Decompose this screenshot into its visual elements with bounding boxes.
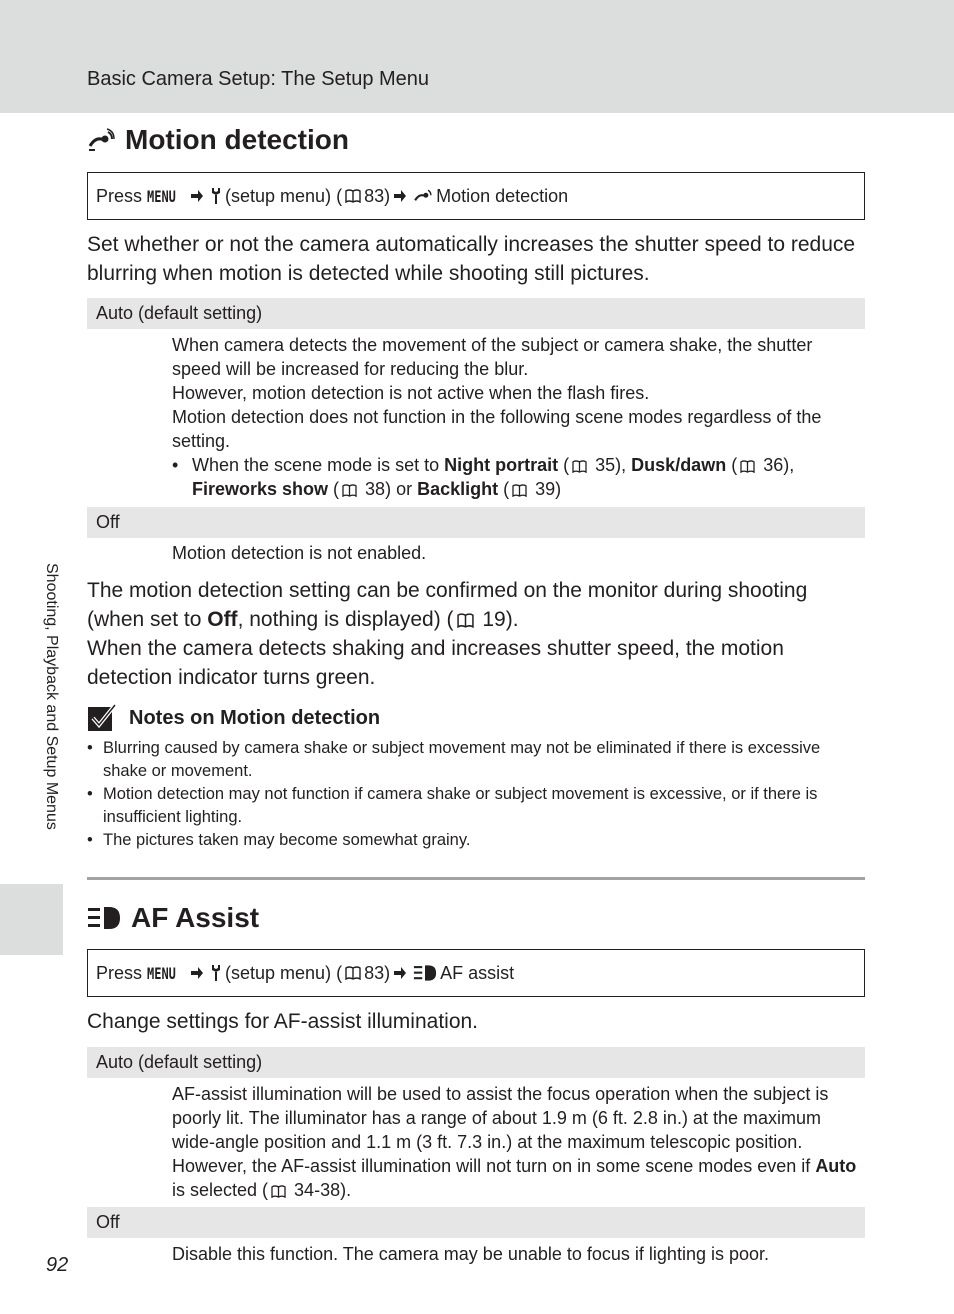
motion-monitor-note [87,576,862,692]
sidebar-label: Shooting, Playback and Setup Menus [43,563,60,830]
desc-line: When camera detects the movement of the subject or camera shake, the shutter speed will be increased for reducing the blur. [172,335,813,379]
path-setup: (setup menu) ( [225,962,343,983]
page-header [0,0,954,113]
desc-line: However, the AF-assist illumination will not turn on in some scene modes even if Auto is selected ( 34-38). [172,1156,857,1200]
page-number: 92 [46,1254,69,1276]
motion-intro-text: Set whether or not the camera automatically increases the shutter speed to reduce blurring when motion is detected while shooting still pictures. [87,233,856,285]
sidebar-tab [0,884,63,955]
af-intro: Change settings for AF-assist illumination. [87,1010,479,1033]
notes-list [87,737,867,852]
path-press: Press [96,185,143,206]
list-item: • Blurring caused by camera shake or subject movement may not be eliminated if there is excessive shake or movement. [87,739,821,780]
af-assist-icon [87,905,121,931]
wrench-icon [210,187,222,205]
monitor-note-text: The motion detection setting can be confirmed on the monitor during shooting (when set to Off, nothing is displayed) ( 19). [87,579,808,631]
book-icon [271,1185,286,1198]
motion-detection-icon [87,126,115,154]
book-icon [512,484,527,497]
menu-button-label: MENU [147,186,176,206]
checkmark-note-icon [87,703,119,733]
bullet-text: When the scene mode is set to Night portrait ( 35), Dusk/dawn ( 36), Fireworks show ( 38) or Backlight ( 39) [192,455,795,499]
arrow-right-icon [190,189,204,203]
wrench-icon [210,964,222,982]
book-icon [345,189,361,203]
motion-title: Motion detection [125,124,349,155]
path-setup: (setup menu) ( [225,185,343,206]
motion-option-off: Off [87,507,865,538]
af-option-off-desc: Disable this function. The camera may be unable to focus if lighting is poor. [172,1244,769,1264]
indicator-note-text: When the camera detects shaking and increases shutter speed, the motion detection indicator turns green. [87,637,784,689]
desc-line: However, motion detection is not active when the flash fires. [172,383,650,403]
list-item: • The pictures taken may become somewhat grainy. [87,831,471,849]
af-menu-path [87,949,865,997]
af-option-off: Off [87,1207,865,1238]
af-assist-icon [413,964,437,982]
book-icon [345,966,361,980]
af-option-auto-desc [172,1082,860,1202]
motion-detection-icon [413,186,433,206]
notes-title: Notes on Motion detection [129,706,381,729]
af-option-auto: Auto (default setting) [87,1047,865,1078]
book-icon [342,484,357,497]
desc-line: Motion detection does not function in the following scene modes regardless of the setting. [172,407,822,451]
motion-intro [87,230,857,288]
arrow-right-icon [190,966,204,980]
bullet-dot: • [172,455,179,475]
path-target: Motion detection [436,185,569,206]
motion-menu-path [87,172,865,220]
header-title: Basic Camera Setup: The Setup Menu [87,68,430,90]
arrow-right-icon [393,966,407,980]
path-ref: 83) [364,185,391,206]
path-ref: 83) [364,962,391,983]
section-divider [87,877,865,880]
book-icon [740,460,755,473]
motion-option-auto-desc [172,333,862,501]
motion-option-auto: Auto (default setting) [87,298,865,329]
motion-heading [87,124,349,156]
scene-mode-bullet [172,453,862,501]
af-title: AF Assist [131,902,260,933]
arrow-right-icon [393,189,407,203]
notes-heading [87,703,380,733]
af-heading [87,902,259,934]
book-icon [572,460,587,473]
path-press: Press [96,962,143,983]
book-icon [457,613,474,628]
list-item: • Motion detection may not function if camera shake or subject movement is excessive, or if there is insufficient lighting. [87,785,818,826]
desc-line: AF-assist illumination will be used to assist the focus operation when the subject is poorly lit. The illuminator has a range of about 1.9 m (6 ft. 2.8 in.) at the maximum wide-angle position and 1.1 m (3 ft. 7.3 in.) at the maximum telescopic position. [172,1084,829,1152]
menu-button-label: MENU [147,963,176,983]
path-target: AF assist [440,962,515,983]
motion-option-off-desc: Motion detection is not enabled. [172,543,427,563]
